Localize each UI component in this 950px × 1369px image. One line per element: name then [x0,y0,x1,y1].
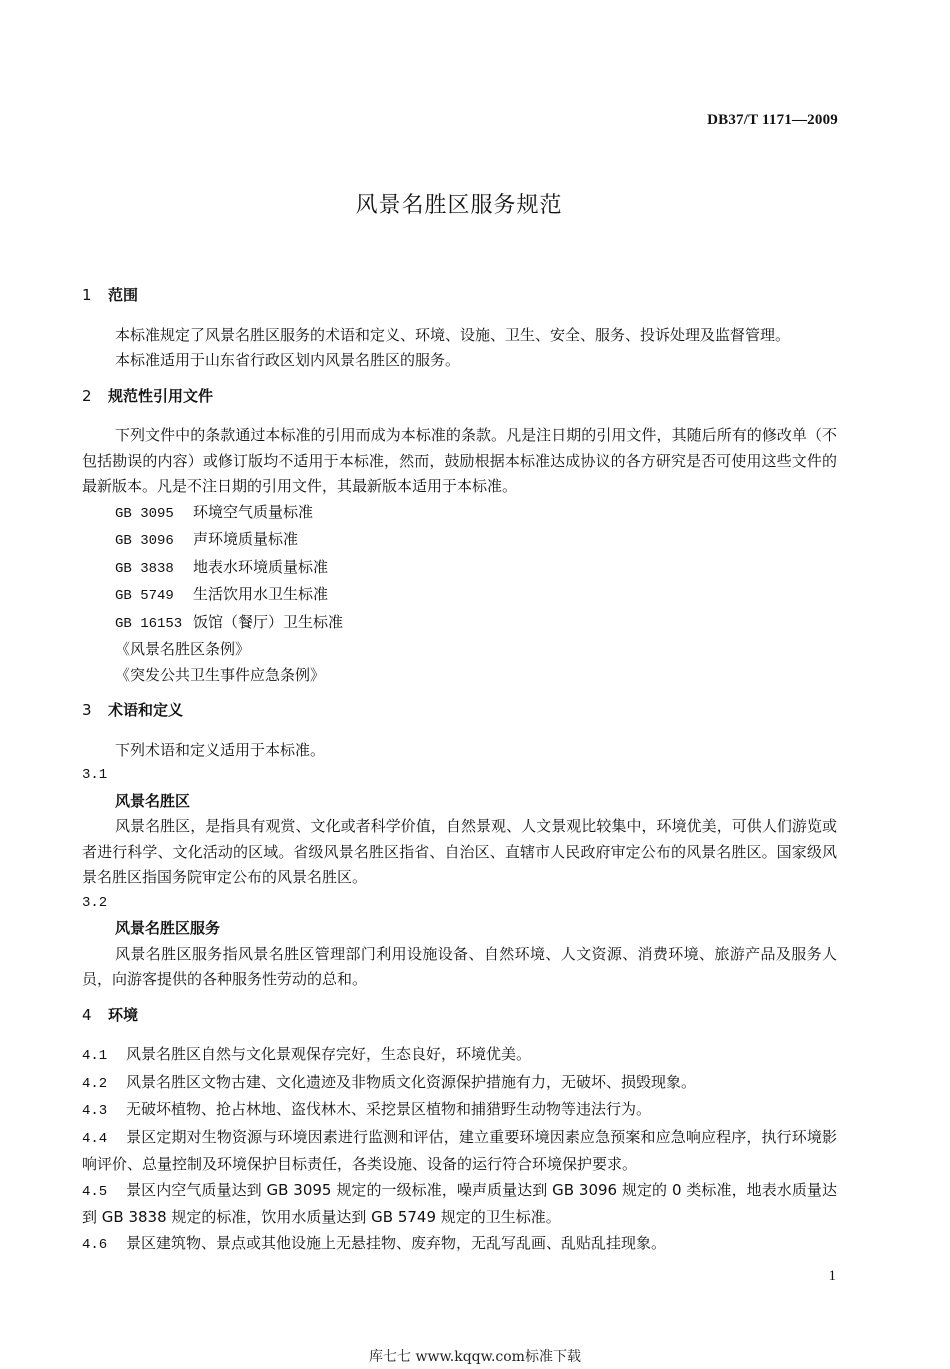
term-definition: 风景名胜区服务指风景名胜区管理部门利用设施设备、自然环境、人文资源、消费环境、旅游产品及服务人员，向游客提供的各种服务性劳动的总和。 [82,944,837,988]
clause-text: 景区建筑物、景点或其他设施上无悬挂物、废弃物，无乱写乱画、乱贴乱挂现象。 [126,1233,667,1252]
reference-name: 环境空气质量标准 [193,502,314,521]
paragraph: 下列术语和定义适用于本标准。 [115,740,326,759]
clause-text: 无破坏植物、抢占林地、盗伐林木、采挖景区植物和捕猎野生动物等违法行为。 [126,1100,652,1118]
clause-item [82,1178,837,1231]
term-definition: 风景名胜区，是指具有观赏、文化或者科学价值，自然景观、人文景观比较集中，环境优美，可供人们游览或者进行科学、文化活动的区域。省级风景名胜区指省、自治区、直辖市人民政府审定公布的风景名胜区。国家级风景名胜区指国务院审定公布的风景名胜区。 [82,817,837,886]
clause-number: 4.3 [82,1103,108,1119]
section-number: 3 [82,701,92,719]
reference-item [82,527,837,555]
document-title: 风景名胜区服务规范 [355,193,563,218]
section-title: 环境 [108,1005,139,1024]
paragraph: 本标准适用于山东省行政区划内风景名胜区的服务。 [115,351,461,369]
clause-item [82,1231,837,1259]
term-name: 风景名胜区 [115,791,191,810]
section-title: 范围 [108,286,139,304]
paragraph: 下列文件中的条款通过本标准的引用而成为本标准的条款。凡是注日期的引用文件，其随后所有的修改单（不包括勘误的内容）或修订版均不适用于本标准，然而，鼓励根据本标准达成协议的各方研究是否可使用这些文件的最新版本。凡是不注日期的引用文件，其最新版本适用于本标准。 [82,426,837,495]
clause-item [82,1097,837,1125]
section-title: 术语和定义 [108,701,184,719]
term-number: 3.2 [82,894,108,911]
section-number: 4 [82,1005,92,1024]
clause-text: 景区内空气质量达到 GB 3095 规定的一级标准，噪声质量达到 GB 3096 规定的 0 类标准，地表水质量达到 GB 3838 规定的标准，饮用水质量达到 GB 5749 规定的卫生标准。 [82,1180,837,1226]
reference-item [82,582,837,610]
clause-item [82,1125,837,1178]
clause-number: 4.6 [82,1236,108,1253]
reference-document: 《风景名胜区条例》 [115,640,251,658]
reference-item [82,500,837,528]
clause-text: 景区定期对生物资源与环境因素进行监测和评估，建立重要环境因素应急预案和应急响应程序，执行环境影响评价、总量控制及环境保护目标责任，各类设施、设备的运行符合环境保护要求。 [82,1127,837,1173]
section-number: 2 [82,386,92,405]
section-4-heading [82,1003,837,1029]
reference-name: 地表水环境质量标准 [193,557,329,576]
clause-item [82,1070,837,1098]
reference-name: 饭馆（餐厅）卫生标准 [193,612,344,631]
section-1-heading [82,283,837,309]
reference-name: 声环境质量标准 [193,530,299,548]
reference-code: GB 3838 [115,560,174,577]
reference-code: GB 3096 [115,533,174,549]
term-name: 风景名胜区服务 [115,919,221,937]
section-title: 规范性引用文件 [108,386,214,405]
section-3-heading [82,698,837,724]
clause-number: 4.4 [82,1130,108,1147]
clause-text: 风景名胜区文物古建、文化遗迹及非物质文化资源保护措施有力，无破坏、损毁现象。 [126,1072,697,1091]
reference-code: GB 3095 [115,505,174,522]
reference-code: GB 5749 [115,588,174,604]
reference-code: GB 16153 [115,615,183,632]
clause-item [82,1042,837,1070]
reference-name: 生活饮用水卫生标准 [193,585,329,603]
document-body [82,283,837,1258]
term-number: 3.1 [82,767,108,783]
section-number: 1 [82,286,92,304]
clause-number: 4.2 [82,1075,108,1092]
standard-code: DB37/T 1171—2009 [707,112,838,128]
reference-document: 《突发公共卫生事件应急条例》 [115,665,326,684]
section-2-heading [82,384,837,410]
clause-text: 风景名胜区自然与文化景观保存完好，生态良好，环境优美。 [126,1045,532,1063]
reference-item [82,555,837,583]
paragraph: 本标准规定了风景名胜区服务的术语和定义、环境、设施、卫生、安全、服务、投诉处理及监督管理。 [115,325,791,344]
clause-number: 4.5 [82,1183,108,1200]
reference-item [82,610,837,638]
clause-number: 4.1 [82,1048,108,1064]
watermark-footer: 库七七 www.kqqw.com标准下载 [369,1349,581,1365]
page-number: 1 [828,1268,836,1284]
